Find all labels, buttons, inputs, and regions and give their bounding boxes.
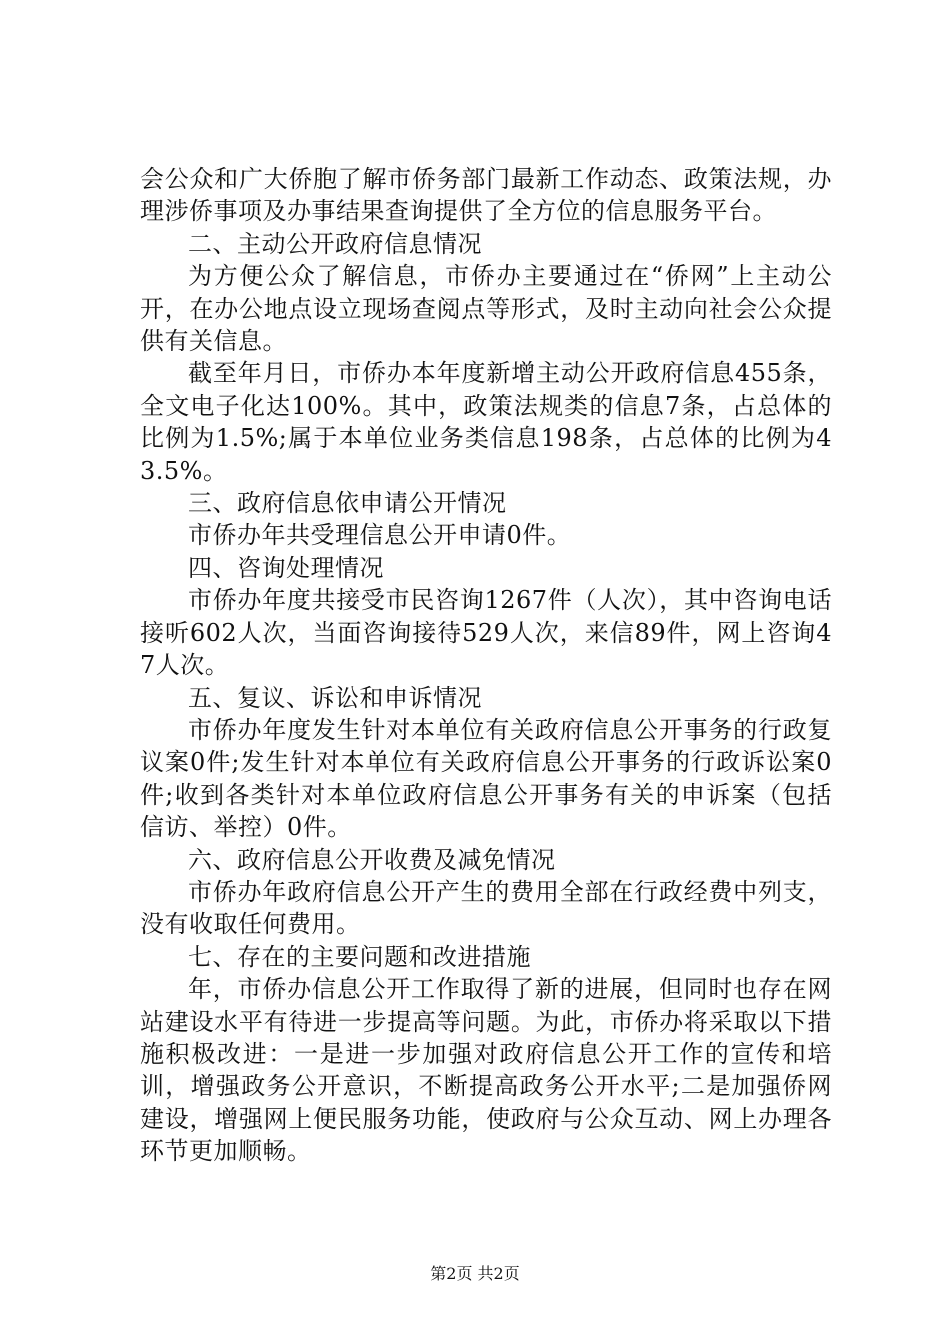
- document-body: [140, 163, 832, 1168]
- section-heading-6: 六、政府信息公开收费及减免情况: [188, 845, 556, 874]
- paragraph-disclosure-statistics: 截至年月日，市侨办本年度新增主动公开政府信息455条，全文电子化达100%。其中，政策法规类的信息7条，占总体的比例为1.5%;属于本单位业务类信息198条，占总体的比例为43.5%。: [140, 359, 832, 485]
- section-heading-3: 三、政府信息依申请公开情况: [188, 489, 507, 518]
- paragraph-continuation: 会公众和广大侨胞了解市侨务部门最新工作动态、政策法规，办理涉侨事项及办事结果查询提供了全方位的信息服务平台。: [140, 165, 832, 226]
- section-heading-2: 二、主动公开政府信息情况: [188, 229, 482, 258]
- paragraph-fees: 市侨办年政府信息公开产生的费用全部在行政经费中列支，没有收取任何费用。: [140, 877, 832, 939]
- paragraph-consultation-statistics: 市侨办年度共接受市民咨询1267件（人次），其中咨询电话接听602人次，当面咨询接待529人次，来信89件，网上咨询47人次。: [140, 586, 832, 680]
- paragraph-proactive-disclosure: 为方便公众了解信息，市侨办主要通过在“侨网”上主动公开，在办公地点设立现场查阅点等形式，及时主动向社会公众提供有关信息。: [140, 262, 832, 356]
- paragraph-problems-improvements: 年，市侨办信息公开工作取得了新的进展，但同时也存在网站建设水平有待进一步提高等问题。为此，市侨办将采取以下措施积极改进：一是进一步加强对政府信息公开工作的宣传和培训，增强政务公开意识，不断提高政务公开水平;二是加强侨网建设，增强网上便民服务功能，使政府与公众互动、网上办理各环节更加顺畅。: [140, 975, 832, 1166]
- paragraph-review-litigation: 市侨办年度发生针对本单位有关政府信息公开事务的行政复议案0件;发生针对本单位有关政府信息公开事务的行政诉讼案0件;收到各类针对本单位政府信息公开事务有关的申诉案（包括信访、举控）0件。: [140, 715, 832, 842]
- section-heading-7: 七、存在的主要问题和改进措施: [188, 942, 531, 971]
- paragraph-application-count: 市侨办年共受理信息公开申请0件。: [188, 521, 572, 550]
- section-heading-4: 四、咨询处理情况: [188, 553, 384, 582]
- section-heading-5: 五、复议、诉讼和申诉情况: [188, 683, 482, 712]
- page-footer: 第2页 共2页: [430, 1264, 520, 1283]
